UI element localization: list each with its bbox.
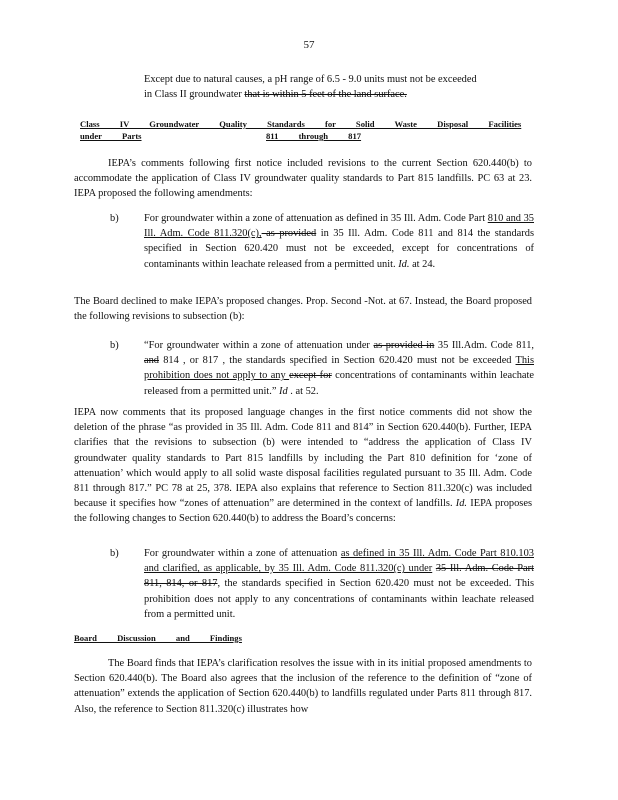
item-b3-part: For groundwater within a zone of attenuation — [144, 548, 341, 559]
ph-range-paragraph — [144, 72, 530, 102]
ph-line-2-text: in Class II groundwater — [144, 89, 245, 101]
class-iv-heading-line-2: 811 through 817 — [266, 131, 362, 141]
board-discussion-heading: Board Discussion and Findings — [74, 633, 242, 643]
item-b1-deleted: as provided — [261, 228, 317, 240]
item-b2-deleted: and — [144, 355, 160, 367]
item-b1-inserted: 810 and 35 Ill. Adm. Code 811.320(c), — [144, 213, 534, 240]
item-b2-cite: Id — [279, 385, 288, 397]
iepa-now-tail: IEPA proposes the following changes to Section 620.440(b) to address the Board’s concerns: — [74, 498, 532, 525]
item-b1-part: in 35 Ill. Adm. Code 811 and 814 the standards specified in Section 620.420 must not be exceeded, except for concentrations of contaminants within leachate released from a permitted unit. — [144, 228, 534, 270]
item-b3-inserted: as defined in 35 Ill. Adm. Code Part 810.103 and clarified, as applicable, by 35 Ill. Adm. Code 811.320(c) under — [144, 548, 534, 575]
item-b1-part: at 24. — [409, 258, 436, 270]
item-b1-label: b) — [110, 213, 119, 224]
item-b2-label: b) — [110, 340, 119, 351]
item-b2-part: “For groundwater within a zone of attenuation under — [144, 340, 374, 351]
iepa-now-text: IEPA now comments that its proposed language changes in the first notice comments did not show the deletion of the phrase “as provided in 35 Ill. Adm. Code 811 and 814” in Section 620.440(b). Further, IEPA clarifies that the revisions to subsection (b) were intended to “address the application of Class IV groundwater quality standards to Part 815 landfills by including the Part 810 definition for ‘zone of attenuation’ which would apply to all solid waste disposal facilities regulated pursuant to 35 Ill. Adm. Code 811 through 817.” PC 78 at 25, 378. IEPA also explains that reference to Section 811.320(c) was included because it specifies how “zones of attenuation” are determined in the context of landfills. — [74, 407, 532, 510]
iepa-now-paragraph — [74, 405, 532, 527]
item-b3-part: , the standards specified in Section 620.420 must not be exceeded. This prohibition does not apply to any concentrations of contaminants within leachate released from a permitted unit. — [144, 578, 535, 620]
ph-line-1: Except due to natural causes, a pH range of 6.5 - 9.0 units must not be exceeded — [144, 74, 477, 85]
item-b2-deleted: except for — [289, 370, 332, 382]
ph-struck-text: that is within 5 feet of the land surface. — [244, 89, 407, 101]
iepa-now-cite: Id. — [455, 498, 468, 510]
page-number: 57 — [303, 39, 315, 51]
item-b2-part: 814 , or 817 , the standards specified in Section 620.420 must not be exceeded — [159, 355, 516, 367]
board-declined-paragraph: The Board declined to make IEPA’s proposed changes. Prop. Second -Not. at 67. Instead, the Board proposed the following revisions to subsection (b): — [74, 296, 532, 323]
iepa-comments-paragraph: IEPA’s comments following first notice included revisions to the current Section 620.440(b) to accommodate the application of Class IV groundwater quality standards to Part 815 landfills. PC 63 at 23. IEPA proposed the following amendments: — [74, 158, 532, 200]
item-b1-cite: Id. — [398, 258, 410, 270]
item-b2-deleted: as provided in — [373, 340, 435, 351]
item-b2-inserted: This prohibition does not apply to any — [144, 355, 534, 382]
item-b3-deleted: 35 Ill. Adm. Code Part 811, 814, or 817 — [144, 563, 534, 590]
item-b2-text — [144, 338, 534, 399]
board-finds-paragraph: The Board finds that IEPA’s clarification resolves the issue with in its initial proposed amendments to Section 620.440(b). The Board also agrees that the inclusion of the reference to the definition of “zone of attenuation” extends the application of Section 620.440(b) to landfills regulated under Parts 811 through 817. Also, the reference to Section 811.320(c) illustrates how — [74, 658, 532, 715]
class-iv-heading-line-1: Class IV Groundwater Quality Standards for Solid Waste Disposal Facilities under Parts — [80, 119, 522, 141]
item-b1-text — [144, 211, 534, 272]
ph-line-2 — [144, 87, 530, 102]
item-b1-part: For groundwater within a zone of attenuation as defined in 35 Ill. Adm. Code Part — [144, 213, 488, 224]
item-b3-label: b) — [110, 548, 119, 559]
item-b2-part: . at 52. — [287, 385, 319, 397]
item-b2-part: concentrations of contaminants within leachate released from a permitted unit.” — [144, 370, 535, 397]
item-b2-part: 35 Ill.Adm. Code 811, — [434, 340, 534, 351]
item-b3-text — [144, 546, 534, 622]
